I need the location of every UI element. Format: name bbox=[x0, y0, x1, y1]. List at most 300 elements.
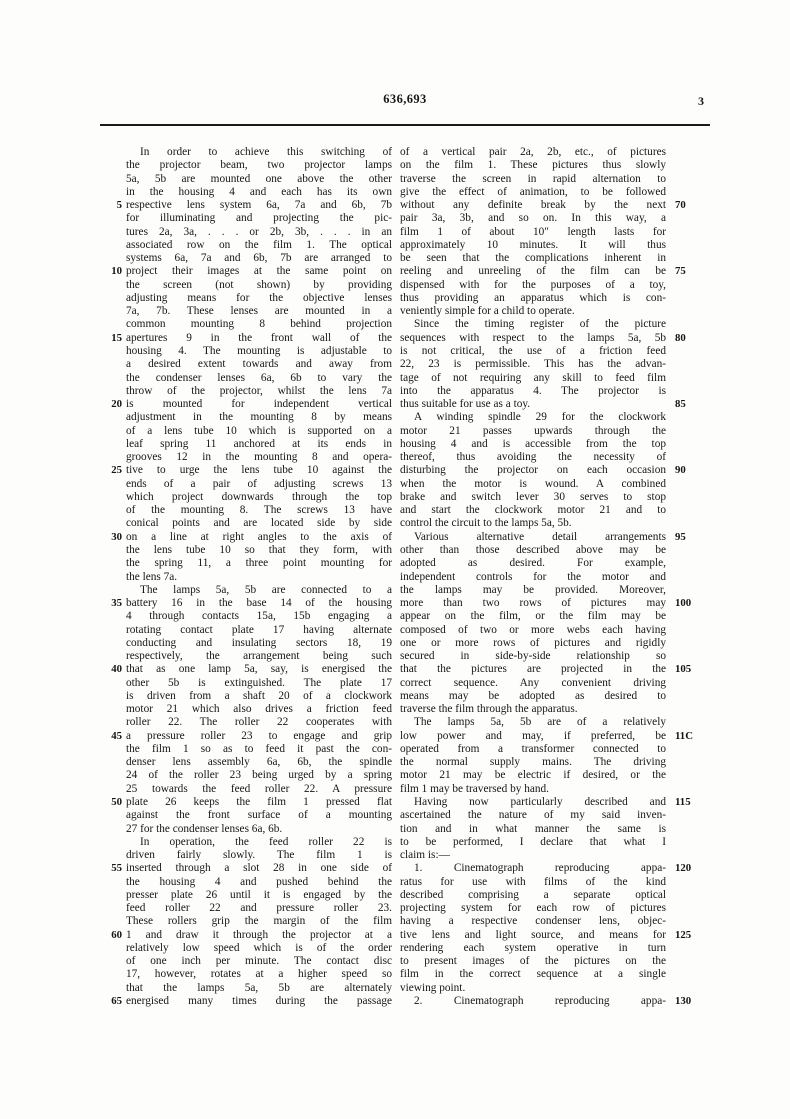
margin-line-number bbox=[100, 305, 126, 318]
text-line bbox=[100, 398, 392, 411]
text-line bbox=[100, 769, 392, 782]
margin-line-number bbox=[100, 690, 126, 703]
margin-line-number bbox=[666, 557, 712, 570]
text-line bbox=[400, 173, 712, 186]
margin-line-number bbox=[100, 438, 126, 451]
margin-line-number bbox=[666, 517, 712, 530]
margin-line-number bbox=[666, 279, 712, 292]
margin-line-number bbox=[100, 345, 126, 358]
margin-line-number: 85 bbox=[675, 398, 686, 411]
line-text: appear on the film, or the film may be bbox=[400, 610, 666, 623]
line-text: driven fairly slowly. The film 1 is bbox=[126, 849, 392, 862]
margin-line-number bbox=[100, 517, 126, 530]
patent-number: 636,693 bbox=[383, 92, 427, 106]
margin-line-number bbox=[100, 982, 126, 995]
margin-line-number bbox=[100, 650, 126, 663]
margin-line-number bbox=[666, 438, 712, 451]
text-line bbox=[100, 186, 392, 199]
margin-line-number bbox=[666, 584, 712, 597]
margin-line-number bbox=[666, 889, 712, 902]
text-line bbox=[400, 372, 712, 385]
margin-line-number bbox=[100, 849, 126, 862]
line-text: disturbing the projector on each occasion bbox=[400, 464, 666, 477]
margin-line-number bbox=[666, 942, 712, 955]
text-line bbox=[400, 929, 712, 942]
text-line bbox=[400, 889, 712, 902]
text-line bbox=[400, 624, 712, 637]
margin-line-number: 90 bbox=[675, 464, 686, 477]
text-line bbox=[100, 716, 392, 729]
line-text: that as one lamp 5a, say, is energised the bbox=[126, 663, 392, 676]
line-text: other than those described above may be bbox=[400, 543, 666, 556]
margin-line-number bbox=[100, 942, 126, 955]
text-line bbox=[400, 425, 712, 438]
line-text: means may be adopted as desired to bbox=[400, 689, 666, 702]
text-line bbox=[100, 823, 392, 836]
line-text: relatively low speed which is of the order bbox=[126, 941, 392, 954]
text-line bbox=[400, 690, 712, 703]
text-line bbox=[400, 610, 712, 623]
line-text: claim is:— bbox=[400, 849, 450, 862]
margin-line-number bbox=[100, 425, 126, 438]
margin-line-number bbox=[100, 915, 126, 928]
margin-line-number: 130 bbox=[675, 995, 692, 1007]
line-text: independent controls for the motor and bbox=[400, 570, 666, 583]
margin-line-number: 20 bbox=[111, 398, 122, 411]
text-line bbox=[400, 544, 712, 557]
text-line bbox=[400, 650, 712, 663]
margin-line-number bbox=[666, 610, 712, 623]
margin-line-number bbox=[666, 173, 712, 186]
text-line bbox=[100, 504, 392, 517]
line-text: operated from a transformer connected to bbox=[400, 742, 666, 755]
text-line bbox=[100, 451, 392, 464]
text-columns bbox=[100, 146, 712, 1008]
line-text: respectively, the arrangement being such bbox=[126, 650, 392, 663]
margin-line-number bbox=[100, 889, 126, 902]
margin-line-number: 5 bbox=[116, 199, 122, 212]
line-text: plate 26 keeps the film 1 pressed flat bbox=[126, 796, 392, 809]
margin-line-number bbox=[666, 478, 712, 491]
text-line bbox=[400, 557, 712, 570]
margin-line-number bbox=[100, 836, 126, 849]
text-line bbox=[400, 902, 712, 915]
text-line bbox=[100, 663, 392, 676]
margin-line-number bbox=[666, 769, 712, 782]
line-text: of one inch per minute. The contact disc bbox=[126, 955, 392, 968]
right-column bbox=[400, 146, 712, 1008]
line-text: to be performed, I declare that what I bbox=[400, 835, 666, 848]
line-text: The lamps 5a, 5b are connected to a bbox=[140, 583, 392, 596]
line-text: rendering each system operative in turn bbox=[400, 941, 666, 954]
text-line bbox=[100, 318, 392, 331]
margin-line-number bbox=[666, 491, 712, 504]
margin-line-number bbox=[100, 252, 126, 265]
line-text: battery 16 in the base 14 of the housing bbox=[126, 597, 392, 610]
text-line bbox=[100, 809, 392, 822]
text-line bbox=[400, 836, 712, 849]
line-text: having a respective condenser lens, objec- bbox=[400, 915, 666, 928]
line-text: the lens tube 10 so that they form, with bbox=[126, 543, 392, 556]
text-line bbox=[400, 968, 712, 981]
line-text: the lamps may be provided. Moreover, bbox=[400, 583, 666, 596]
margin-line-number bbox=[100, 809, 126, 822]
margin-line-number bbox=[666, 425, 712, 438]
text-line bbox=[100, 411, 392, 424]
margin-line-number bbox=[666, 902, 712, 915]
margin-line-number bbox=[666, 915, 712, 928]
margin-line-number: 100 bbox=[675, 597, 692, 610]
margin-line-number: 50 bbox=[111, 796, 122, 809]
line-text: be seen that the complications inherent in bbox=[400, 252, 666, 265]
text-line bbox=[400, 451, 712, 464]
margin-line-number bbox=[100, 968, 126, 981]
text-line bbox=[100, 597, 392, 610]
line-text: projecting system for each row of pictures bbox=[400, 902, 666, 915]
line-text: when the motor is wound. A combined bbox=[400, 477, 666, 490]
margin-line-number bbox=[666, 743, 712, 756]
text-line bbox=[400, 464, 712, 477]
margin-line-number bbox=[666, 716, 712, 729]
text-line bbox=[100, 955, 392, 968]
margin-line-number bbox=[666, 650, 712, 663]
margin-line-number bbox=[666, 849, 712, 862]
margin-line-number: 55 bbox=[111, 862, 122, 875]
margin-line-number bbox=[100, 557, 126, 570]
line-text: denser lens assembly 6a, 6b, the spindle bbox=[126, 756, 392, 769]
line-text: that the lamps 5a, 5b are alternately bbox=[126, 981, 392, 994]
margin-line-number bbox=[666, 836, 712, 849]
text-line bbox=[400, 743, 712, 756]
text-line bbox=[100, 544, 392, 557]
line-text: low power and may, if preferred, be bbox=[400, 729, 666, 742]
line-text: ascertained the nature of my said inven- bbox=[400, 809, 666, 822]
text-line bbox=[100, 849, 392, 862]
margin-line-number: 115 bbox=[675, 796, 691, 809]
line-text: for illuminating and projecting the pic- bbox=[126, 212, 392, 225]
margin-line-number bbox=[666, 358, 712, 371]
line-text: the film 1 so as to feed it past the con- bbox=[126, 742, 392, 755]
margin-line-number bbox=[666, 226, 712, 239]
margin-line-number bbox=[100, 451, 126, 464]
text-line bbox=[100, 358, 392, 371]
margin-line-number: 15 bbox=[111, 331, 122, 344]
margin-line-number bbox=[100, 624, 126, 637]
text-line bbox=[400, 491, 712, 504]
text-line bbox=[400, 292, 712, 305]
margin-line-number bbox=[666, 955, 712, 968]
line-text: systems 6a, 7a and 6b, 7b are arranged to bbox=[126, 252, 392, 265]
line-text: the lens 7a. bbox=[126, 570, 178, 583]
text-line bbox=[100, 915, 392, 928]
text-line bbox=[400, 637, 712, 650]
text-line bbox=[100, 624, 392, 637]
left-column bbox=[100, 146, 392, 1008]
margin-line-number bbox=[100, 743, 126, 756]
line-text: 2. Cinematograph reproducing appa- bbox=[414, 995, 666, 1007]
line-text: that the pictures are projected in the bbox=[400, 663, 666, 676]
margin-line-number bbox=[666, 159, 712, 172]
line-text: the spring 11, a three point mounting for bbox=[126, 557, 392, 570]
margin-line-number: 35 bbox=[111, 597, 122, 610]
line-text: thus providing an apparatus which is con- bbox=[400, 291, 666, 304]
text-line bbox=[400, 862, 712, 875]
text-line bbox=[100, 212, 392, 225]
text-line bbox=[400, 239, 712, 252]
margin-line-number: 70 bbox=[675, 199, 686, 212]
text-line bbox=[100, 690, 392, 703]
margin-line-number bbox=[666, 756, 712, 769]
line-text: housing 4 and is accessible from the top bbox=[400, 437, 666, 450]
text-line bbox=[400, 796, 712, 809]
text-line bbox=[400, 531, 712, 544]
margin-line-number: 105 bbox=[675, 663, 692, 676]
margin-line-number bbox=[100, 478, 126, 491]
line-text: respective lens system 6a, 7a and 6b, 7b bbox=[126, 199, 392, 212]
text-line bbox=[400, 597, 712, 610]
margin-line-number bbox=[666, 239, 712, 252]
margin-line-number bbox=[100, 292, 126, 305]
margin-line-number bbox=[100, 226, 126, 239]
text-line bbox=[100, 478, 392, 491]
text-line bbox=[100, 650, 392, 663]
margin-line-number bbox=[666, 372, 712, 385]
line-text: tion and in what manner the same is bbox=[400, 822, 666, 835]
line-text: 25 towards the feed roller 22. A pressure bbox=[126, 782, 392, 795]
text-line bbox=[100, 491, 392, 504]
text-line bbox=[100, 703, 392, 716]
line-text: motor 21 which also drives a friction feed bbox=[126, 703, 392, 716]
line-text: leaf spring 11 anchored at its ends in bbox=[126, 437, 392, 450]
margin-line-number bbox=[100, 279, 126, 292]
line-text: conducting and insulating sectors 18, 19 bbox=[126, 636, 392, 649]
text-line bbox=[400, 995, 712, 1008]
margin-line-number bbox=[100, 783, 126, 796]
margin-line-number bbox=[666, 212, 712, 225]
line-text: veniently simple for a child to operate. bbox=[400, 305, 575, 318]
margin-line-number bbox=[666, 809, 712, 822]
margin-line-number bbox=[666, 823, 712, 836]
text-line bbox=[100, 199, 392, 212]
line-text: 22, 23 is permissible. This has the advan- bbox=[400, 358, 666, 371]
margin-line-number bbox=[100, 212, 126, 225]
margin-line-number bbox=[100, 491, 126, 504]
text-line bbox=[400, 411, 712, 424]
line-text: 7a, 7b. These lenses are mounted in a bbox=[126, 305, 392, 318]
margin-line-number bbox=[100, 504, 126, 517]
text-line bbox=[400, 305, 712, 318]
text-line bbox=[100, 743, 392, 756]
margin-line-number bbox=[666, 411, 712, 424]
text-line bbox=[400, 876, 712, 889]
line-text: a desired extent towards and away from bbox=[126, 358, 392, 371]
text-line bbox=[400, 982, 712, 995]
text-line bbox=[400, 385, 712, 398]
text-line bbox=[100, 902, 392, 915]
margin-line-number bbox=[666, 690, 712, 703]
text-line bbox=[100, 305, 392, 318]
text-line bbox=[100, 730, 392, 743]
line-text: motor 21 may be electric if desired, or the bbox=[400, 769, 666, 782]
line-text: project their images at the same point on bbox=[126, 265, 392, 278]
line-text: film in the correct sequence at a single bbox=[400, 968, 666, 981]
line-text: one or more rows of pictures and rigidly bbox=[400, 636, 666, 649]
text-line bbox=[400, 849, 712, 862]
line-text: composed of two or more webs each having bbox=[400, 623, 666, 636]
margin-line-number bbox=[100, 584, 126, 597]
text-line bbox=[100, 995, 392, 1008]
line-text: Various alternative detail arrangements bbox=[414, 530, 666, 543]
margin-line-number bbox=[666, 571, 712, 584]
line-text: In operation, the feed roller 22 is bbox=[140, 835, 392, 848]
text-line bbox=[100, 531, 392, 544]
line-text: 1. Cinematograph reproducing appa- bbox=[414, 862, 666, 875]
line-text: into the apparatus 4. The projector is bbox=[400, 384, 666, 397]
line-text: 24 of the roller 23 being urged by a spring bbox=[126, 769, 392, 782]
line-text: throw of the projector, whilst the lens 7a bbox=[126, 384, 392, 397]
line-text: film 1 may be traversed by hand. bbox=[400, 782, 550, 795]
line-text: grooves 12 in the mounting 8 and opera- bbox=[126, 451, 392, 464]
line-text: of a lens tube 10 which is supported on a bbox=[126, 424, 392, 437]
text-line bbox=[100, 783, 392, 796]
text-line bbox=[400, 186, 712, 199]
margin-line-number bbox=[666, 385, 712, 398]
margin-line-number bbox=[100, 769, 126, 782]
line-text: ratus for use with films of the kind bbox=[400, 875, 666, 888]
text-line bbox=[100, 438, 392, 451]
line-text: of the mounting 8. The screws 13 have bbox=[126, 504, 392, 517]
text-line bbox=[100, 929, 392, 942]
margin-line-number bbox=[100, 756, 126, 769]
text-line bbox=[400, 517, 712, 530]
text-line bbox=[400, 146, 712, 159]
text-line bbox=[400, 478, 712, 491]
text-line bbox=[100, 173, 392, 186]
margin-line-number bbox=[666, 876, 712, 889]
text-line bbox=[100, 332, 392, 345]
text-line bbox=[100, 756, 392, 769]
line-text: tures 2a, 3a, . . . or 2b, 3b, . . . in an bbox=[126, 225, 392, 238]
margin-line-number bbox=[100, 385, 126, 398]
margin-line-number: 120 bbox=[675, 862, 692, 875]
text-line bbox=[100, 517, 392, 530]
text-line bbox=[400, 504, 712, 517]
text-line bbox=[100, 968, 392, 981]
line-text: on a line at right angles to the axis of bbox=[126, 530, 392, 543]
text-line bbox=[100, 146, 392, 159]
margin-line-number bbox=[100, 173, 126, 186]
text-line bbox=[100, 876, 392, 889]
line-text: These rollers grip the margin of the film bbox=[126, 915, 392, 928]
line-text: the screen (not shown) by providing bbox=[126, 278, 392, 291]
text-line bbox=[100, 265, 392, 278]
text-line bbox=[100, 226, 392, 239]
text-line bbox=[400, 226, 712, 239]
line-text: inserted through a slot 28 in one side of bbox=[126, 862, 392, 875]
text-line bbox=[100, 372, 392, 385]
line-text: housing 4. The mounting is adjustable to bbox=[126, 344, 392, 357]
text-line bbox=[400, 438, 712, 451]
margin-line-number bbox=[666, 451, 712, 464]
margin-line-number: 25 bbox=[111, 464, 122, 477]
margin-line-number bbox=[100, 146, 126, 159]
line-text: is driven from a shaft 20 of a clockwork bbox=[126, 689, 392, 702]
page-header bbox=[100, 92, 710, 114]
text-line bbox=[400, 358, 712, 371]
margin-line-number bbox=[666, 305, 712, 318]
text-line bbox=[400, 584, 712, 597]
line-text: ends of a pair of adjusting screws 13 bbox=[126, 477, 392, 490]
text-line bbox=[100, 292, 392, 305]
text-line bbox=[400, 756, 712, 769]
text-line bbox=[100, 425, 392, 438]
margin-line-number bbox=[666, 252, 712, 265]
margin-line-number bbox=[100, 239, 126, 252]
text-line bbox=[100, 584, 392, 597]
text-line bbox=[400, 942, 712, 955]
line-text: roller 22. The roller 22 cooperates with bbox=[126, 716, 392, 729]
text-line bbox=[400, 398, 712, 411]
line-text: other 5b is extinguished. The plate 17 bbox=[126, 676, 392, 689]
line-text: is mounted for independent vertical bbox=[126, 398, 392, 411]
margin-line-number bbox=[666, 677, 712, 690]
text-line bbox=[100, 385, 392, 398]
text-line bbox=[400, 318, 712, 331]
line-text: pair 3a, 3b, and so on. In this way, a bbox=[400, 212, 666, 225]
margin-line-number bbox=[666, 318, 712, 331]
line-text: motor 21 passes upwards through the bbox=[400, 424, 666, 437]
margin-line-number bbox=[666, 968, 712, 981]
margin-line-number bbox=[100, 823, 126, 836]
page-number: 3 bbox=[698, 94, 704, 108]
line-text: traverse the screen in rapid alternation to bbox=[400, 172, 666, 185]
text-line bbox=[400, 703, 712, 716]
margin-line-number bbox=[100, 411, 126, 424]
margin-line-number bbox=[666, 624, 712, 637]
line-text: viewing point. bbox=[400, 981, 466, 994]
margin-line-number bbox=[100, 571, 126, 584]
line-text: secured in side-by-side relationship so bbox=[400, 650, 666, 663]
line-text: against the front surface of a mounting bbox=[126, 809, 392, 822]
text-line bbox=[400, 345, 712, 358]
margin-line-number bbox=[666, 783, 712, 796]
text-line bbox=[100, 557, 392, 570]
line-text: is not critical, the use of a friction feed bbox=[400, 344, 666, 357]
line-text: tage of not requiring any skill to feed film bbox=[400, 371, 666, 384]
text-line bbox=[100, 677, 392, 690]
text-line bbox=[400, 915, 712, 928]
text-line bbox=[400, 663, 712, 676]
line-text: film 1 of about 10″ length lasts for bbox=[400, 225, 666, 238]
margin-line-number bbox=[666, 544, 712, 557]
line-text: tive to urge the lens tube 10 against the bbox=[126, 464, 392, 477]
margin-line-number: 125 bbox=[675, 928, 692, 941]
text-line bbox=[100, 159, 392, 172]
margin-line-number: 10 bbox=[111, 265, 122, 278]
line-text: approximately 10 minutes. It will thus bbox=[400, 238, 666, 251]
line-text: control the circuit to the lamps 5a, 5b. bbox=[400, 517, 572, 530]
line-text: tive lens and light source, and means for bbox=[400, 928, 666, 941]
text-line bbox=[400, 199, 712, 212]
text-line bbox=[400, 571, 712, 584]
text-line bbox=[100, 279, 392, 292]
line-text: 1 and draw it through the projector at a bbox=[126, 928, 392, 941]
line-text: thereof, thus avoiding the necessity of bbox=[400, 451, 666, 464]
margin-line-number: 65 bbox=[111, 995, 122, 1007]
text-line bbox=[100, 345, 392, 358]
text-line bbox=[100, 610, 392, 623]
text-line bbox=[100, 252, 392, 265]
